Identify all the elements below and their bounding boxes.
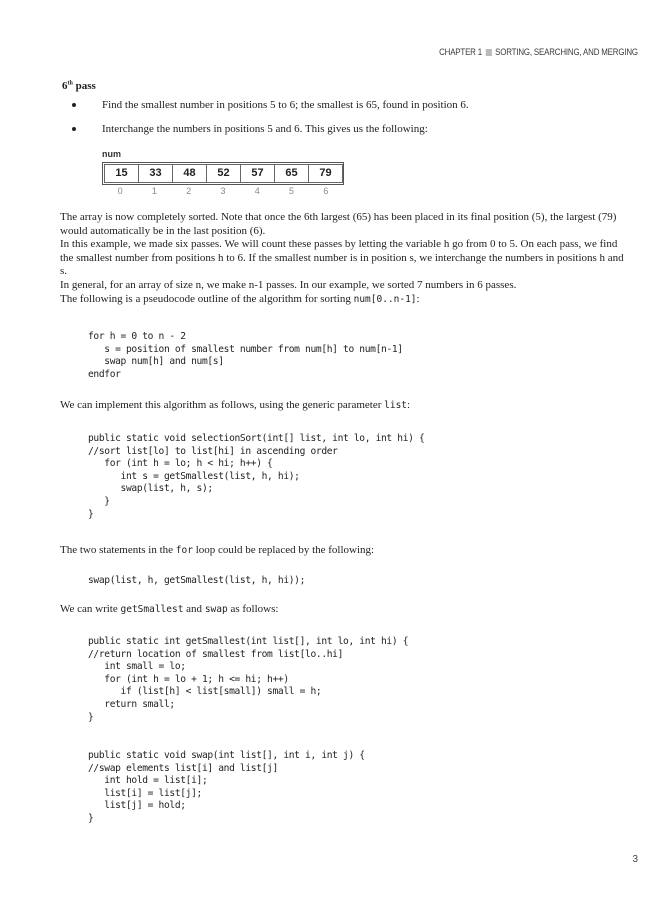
paragraph-text: We can write [60,603,121,615]
bullet-list [62,98,469,146]
array-label: num [102,149,121,159]
paragraph-passes [60,238,630,279]
array-cell: 65 [274,164,309,183]
array-cell: 15 [104,164,139,183]
paragraph-sorted-note [60,211,630,238]
pass-heading [62,80,96,92]
paragraph-implementation-intro [60,399,630,413]
array-cell: 57 [240,164,275,183]
array-index: 4 [254,186,260,196]
inline-code: getSmallest [120,604,184,615]
array-cell: 48 [172,164,207,183]
array-diagram [102,149,344,198]
paragraph-text: loop could be replaced by the following: [192,544,375,556]
bullet-item [62,122,469,146]
code-block-one-liner: swap(list, h, getSmallest(list, h, hi)); [88,575,306,586]
array-index: 3 [220,186,226,196]
separator-square-icon [486,49,492,56]
array-cell: 52 [206,164,241,183]
inline-code: for [175,545,193,556]
paragraph-text: We can implement this algorithm as follows, using the generic parameter [60,399,385,411]
array-cell: 33 [138,164,173,183]
paragraph-text: The array is now completely sorted. Note that once the 6th largest (65) has been placed in its final position (5), the largest (79) would automatically be in the last position (6). [60,211,617,237]
bullet-text: Find the smallest number in positions 5 to 6; the smallest is 65, found in position 6. [102,99,469,111]
array-cell: 79 [308,164,343,183]
array-index: 1 [151,186,157,196]
code-block-swap: public static void swap(int list[], int i, int j) { //swap elements list[i] and list[j] int hold = list[i]; list[i] = list[j]; list[j] = hold; } [88,750,365,824]
bullet-icon [72,127,76,131]
bullet-icon [72,103,76,107]
bullet-item [62,98,469,122]
code-block-get-smallest: public static int getSmallest(int list[], int lo, int hi) { //return location of smallest from list[lo..hi] int small = lo; for (int h = lo + 1; h <= hi; h++) if (list[h] < list[small]) small = h; return small; } [88,636,409,723]
paragraph-text: as follows: [227,603,279,615]
chapter-label: CHAPTER 1 [439,47,483,57]
inline-code: list [384,400,408,411]
bullet-text: Interchange the numbers in positions 5 and 6. This gives us the following: [102,123,428,135]
paragraph-general [60,279,630,293]
paragraph-pseudocode-intro [60,293,630,307]
pass-ordinal-suffix: th [67,80,73,87]
inline-code: swap [204,604,228,615]
paragraph-text: and [183,603,205,615]
paragraph-replacement-intro [60,544,630,558]
paragraph-text: In this example, we made six passes. We will count these passes by letting the variable h go from 0 to 5. On each pass, we find the smallest number from positions h to 6. If the smallest number is in position s, we interchange the numbers in positions h and s. [60,238,624,278]
code-block-pseudocode: for h = 0 to n - 2 s = position of smallest number from num[h] to num[n-1] swap num[h] and num[s] endfor [88,331,403,380]
code-block-selection-sort: public static void selectionSort(int[] list, int lo, int hi) { //sort list[lo] to list[hi] in ascending order for (int h = lo; h < hi; h++) { int s = getSmallest(list, h, hi); swap(list, h, s); } } [88,433,425,520]
inline-code: num[0..n-1] [353,294,417,305]
page-number: 3 [632,854,638,865]
array-index: 0 [117,186,123,196]
array-index: 5 [289,186,295,196]
running-head [439,47,638,57]
paragraph-helpers-intro [60,603,630,617]
chapter-title: SORTING, SEARCHING, AND MERGING [495,47,638,57]
pass-number: 6 [62,80,68,92]
paragraph-text: In general, for an array of size n, we make n-1 passes. In our example, we sorted 7 numbers in 6 passes. [60,279,517,291]
array-index: 6 [323,186,329,196]
array-cells [102,162,344,185]
paragraph-text: : [407,399,411,411]
paragraph-text: : [416,293,420,305]
array-indexes [102,185,344,198]
array-index: 2 [186,186,192,196]
paragraph-text: The two statements in the [60,544,176,556]
paragraph-text: The following is a pseudocode outline of the algorithm for sorting [60,293,354,305]
pass-label: pass [75,80,96,92]
